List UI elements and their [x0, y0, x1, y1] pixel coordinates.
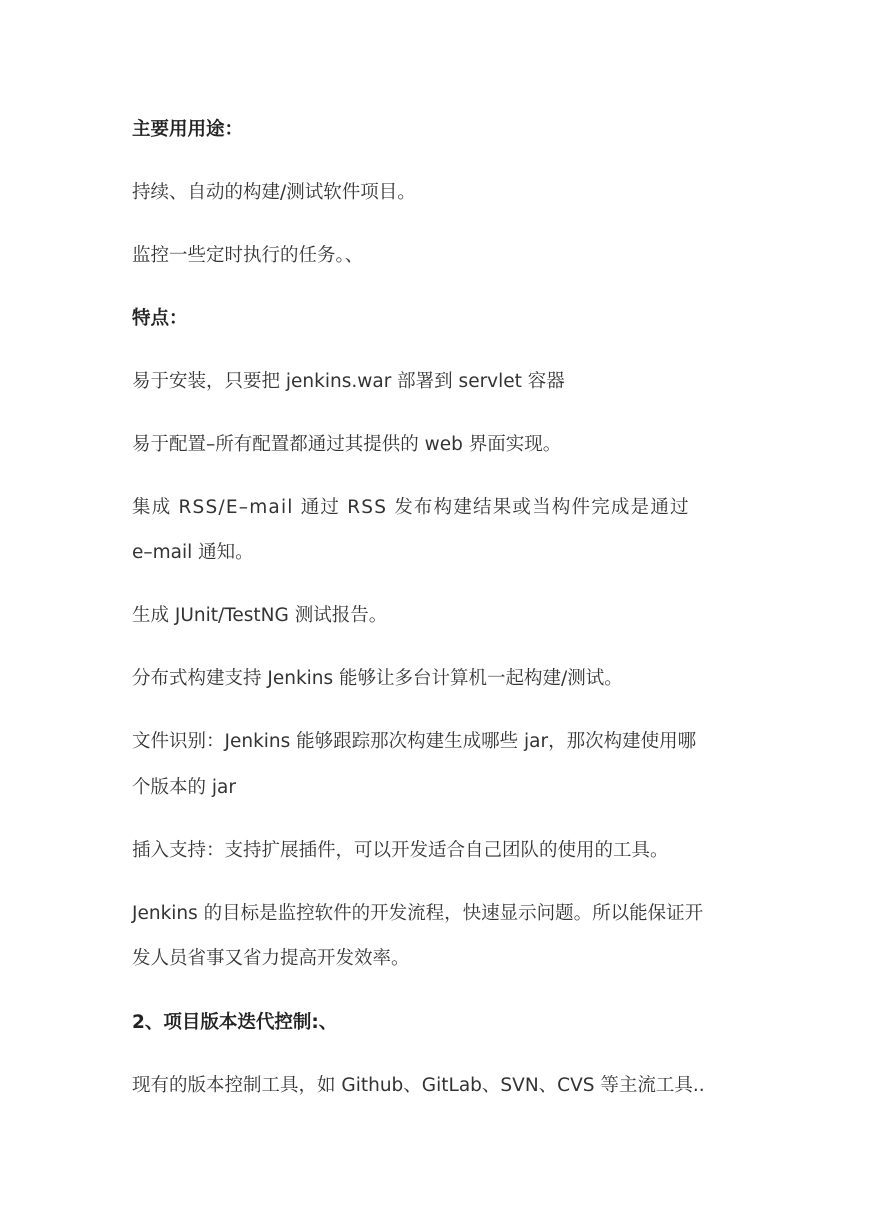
- paragraph-feature-install: 易于安装，只要把 jenkins.war 部署到 servlet 容器: [132, 371, 565, 392]
- paragraph-feature-junit: 生成 JUnit/TestNG 测试报告。: [132, 605, 388, 626]
- paragraph-feature-file-id-line1: 文件识别：Jenkins 能够跟踪那次构建生成哪些 jar，那次构建使用哪: [132, 731, 697, 752]
- paragraph-goal-line1: Jenkins 的目标是监控软件的开发流程，快速显示问题。所以能保证开: [132, 903, 704, 924]
- paragraph-use-monitor-tasks: 监控一些定时执行的任务。、: [132, 245, 364, 266]
- paragraph-feature-plugins: 插入支持：支持扩展插件，可以开发适合自己团队的使用的工具。: [132, 840, 669, 861]
- paragraph-feature-config: 易于配置–所有配置都通过其提供的 web 界面实现。: [132, 434, 562, 455]
- paragraph-vcs-tools: 现有的版本控制工具，如 Github、GitLab、SVN、CVS 等主流工具..: [132, 1075, 705, 1096]
- paragraph-feature-rss-line2: e–mail 通知。: [132, 542, 254, 563]
- paragraph-feature-distributed: 分布式构建支持 Jenkins 能够让多台计算机一起构建/测试。: [132, 668, 623, 689]
- paragraph-goal-line2: 发人员省事又省力提高开发效率。: [132, 948, 410, 969]
- heading-version-control: 2、项目版本迭代控制:、: [132, 1012, 338, 1033]
- heading-main-uses: 主要用用途：: [132, 119, 244, 140]
- paragraph-use-continuous-build: 持续、自动的构建/测试软件项目。: [132, 182, 416, 203]
- paragraph-feature-file-id-line2: 个版本的 jar: [132, 777, 236, 798]
- paragraph-feature-rss-line1: 集成 RSS/E–mail 通过 RSS 发布构建结果或当构件完成是通过: [132, 497, 690, 518]
- heading-features: 特点：: [132, 308, 188, 329]
